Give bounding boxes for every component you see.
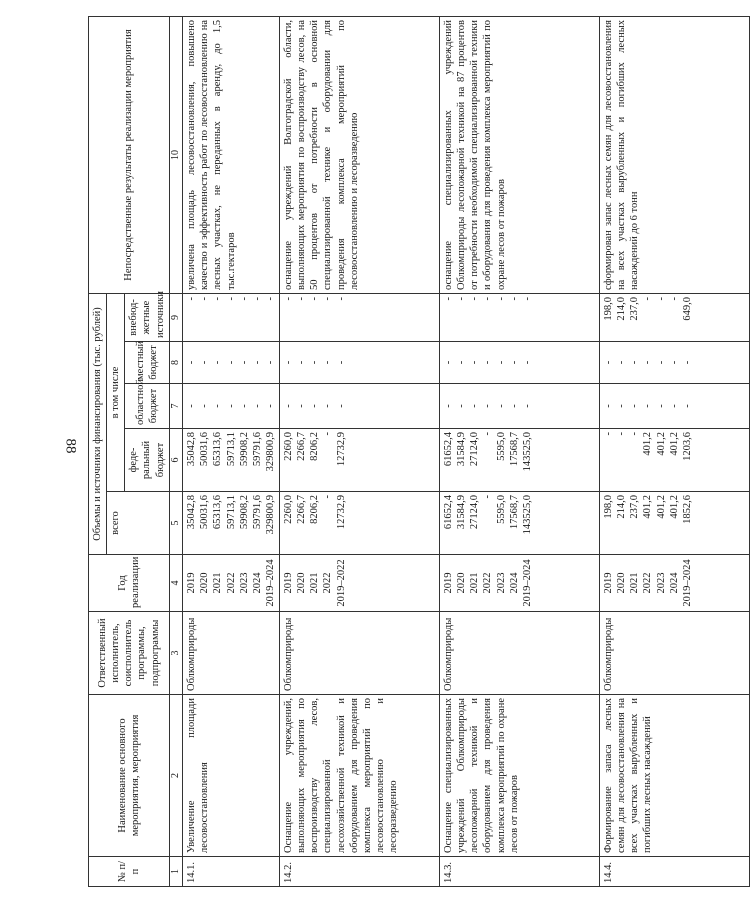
federal-values-value: 59713,1 [225,432,237,467]
header-total: всего [107,492,170,555]
col-number: 6 [169,429,183,492]
years-list [440,555,600,612]
rotated-table-wrapper [88,17,693,887]
local-values-value: - [616,360,628,365]
years-list-value: 2021 [212,572,224,594]
local-values-value: - [629,360,641,365]
extra-values-value: - [668,297,680,301]
total-values-value: 17568,7 [508,495,520,530]
row-number: 14.1. [183,857,280,887]
header-year: Год реализации [89,555,170,612]
header-local: местный бюджет [125,342,169,384]
years-list-value: 2019–2024 [264,559,276,607]
years-list-value: 2019 [283,572,294,594]
federal-values-value: 8206,2 [309,432,321,461]
regional-values-value: - [296,404,308,408]
years-list-value: 2023 [495,572,507,594]
extra-values-value: 649,0 [681,297,693,321]
responsible-executor: Облкомприроды [183,612,280,695]
local-values-value: - [199,360,211,365]
years-list-value: 2022 [225,572,237,594]
total-values-value: 5595,0 [495,495,507,524]
federal-values [183,429,280,492]
regional-values-value: - [225,404,237,408]
regional-values-value: - [309,404,321,408]
local-values-value: - [521,360,533,365]
local-values-value: - [238,360,250,365]
total-values-value: 401,2 [655,495,667,519]
total-values-value: 8206,2 [309,495,321,524]
total-values-value: - [322,495,334,499]
federal-values-value: 5595,0 [495,432,507,461]
responsible-executor: Облкомприроды [280,612,440,695]
total-values-value: 1852,6 [681,495,693,524]
local-values-value: - [335,360,347,365]
row-number: 14.2. [280,857,440,887]
total-values-value: 27124,0 [469,495,481,530]
regional-values-value: - [212,404,224,408]
total-values-value: 59791,6 [251,495,263,530]
local-values-value: - [251,360,263,365]
local-values-value: - [283,360,294,365]
table-row [600,17,750,887]
federal-values-value: 59908,2 [238,432,250,467]
local-values [600,342,750,384]
federal-values-value: - [616,432,628,436]
local-values-value: - [603,360,614,365]
responsible-executor: Облкомприроды [440,612,600,695]
local-values-value: - [456,360,468,365]
header-regional: областной бюджет [125,384,169,429]
years-list-value: 2023 [655,572,667,594]
local-values-value: - [495,360,507,365]
total-values-value: 50031,6 [199,495,211,530]
extra-values-value: - [264,297,276,301]
local-values-value: - [212,360,224,365]
extra-values-value: - [642,297,654,301]
extra-values-value: - [186,297,198,301]
regional-values-value: - [629,404,641,408]
extra-values-value: - [443,297,454,301]
regional-values [183,384,280,429]
extra-values-value: - [296,297,308,301]
federal-values-value: 401,2 [642,432,654,456]
regional-values-value: - [251,404,263,408]
regional-values-value: - [469,404,481,408]
extra-values-value: - [225,297,237,301]
regional-values-value: - [199,404,211,408]
extra-values-value: - [508,297,520,301]
years-list [600,555,750,612]
regional-values-value: - [186,404,198,408]
total-values-value: 2266,7 [296,495,308,524]
federal-values [600,429,750,492]
regional-values-value: - [456,404,468,408]
federal-values-value: 61652,4 [443,432,454,467]
years-list-value: 2019 [603,572,614,594]
years-list-value: 2021 [469,572,481,594]
table-row [183,17,280,887]
regional-values-value: - [603,404,614,408]
years-list-value: 2020 [199,572,211,594]
federal-values-value: 329800,9 [264,432,276,472]
total-values-value: 329800,9 [264,495,276,535]
extra-values [440,294,600,342]
federal-values-value: 401,2 [668,432,680,456]
total-values-value: 237,0 [629,495,641,519]
years-list-value: 2021 [629,572,641,594]
col-number: 10 [169,17,183,294]
years-list-value: 2019–2022 [335,559,347,607]
extra-values-value: - [212,297,224,301]
regional-values-value: - [668,404,680,408]
table-row [440,17,600,887]
total-values [440,492,600,555]
regional-values-value: - [238,404,250,408]
extra-values-value: - [251,297,263,301]
federal-values-value: 65313,6 [212,432,224,467]
years-list-value: 2020 [456,572,468,594]
total-values-value: 35042,8 [186,495,198,530]
years-list-value: 2019 [443,572,454,594]
years-list-value: 2024 [508,572,520,594]
federal-values-value: - [603,432,614,436]
measure-name: Оснащение учреждений, выполняющих мероприятия по воспроизводству лесов, специализированной лесохозяйственной техникой и оборудованием для проведения комплекса мероприятий по лесовосстановлению и лесоразведению [280,695,440,857]
measure-name: Увеличение площади лесовосстановления [183,695,280,857]
header-federal: феде- ральный бюджет [125,429,169,492]
regional-values-value: - [482,404,494,408]
federal-values-value: 35042,8 [186,432,198,467]
total-values-value: 198,0 [603,495,614,519]
extra-values [280,294,440,342]
local-values-value: - [322,360,334,365]
federal-values-value: 31584,9 [456,432,468,467]
local-values-value: - [225,360,237,365]
years-list-value: 2022 [482,572,494,594]
federal-values-value: 2260,0 [283,432,294,461]
federal-values-value: 2266,7 [296,432,308,461]
extra-values-value: - [199,297,211,301]
local-values-value: - [681,360,693,365]
federal-values-value: 12732,9 [335,432,347,467]
local-values-value: - [482,360,494,365]
extra-values-value: - [335,297,347,301]
local-values-value: - [309,360,321,365]
years-list-value: 2019–2024 [681,559,693,607]
extra-values-value: - [482,297,494,301]
col-number: 1 [169,857,183,887]
local-values-value: - [443,360,454,365]
total-values [280,492,440,555]
col-number: 2 [169,695,183,857]
direct-result: сформирован запас лесных семян для лесовосстановления на всех участках вырубленных и погибших лесных насаждений до 6 тонн [600,17,750,294]
extra-values-value: - [495,297,507,301]
row-number: 14.3. [440,857,600,887]
years-list-value: 2024 [251,572,263,594]
local-values [183,342,280,384]
col-number: 3 [169,612,183,695]
years-list-value: 2024 [668,572,680,594]
federal-values-value: 143525,0 [521,432,533,472]
federal-values-value: - [322,432,334,436]
extra-values [183,294,280,342]
regional-values-value: - [495,404,507,408]
responsible-executor: Облкомприроды [600,612,750,695]
total-values-value: 61652,4 [443,495,454,530]
col-number: 7 [169,384,183,429]
years-list [280,555,440,612]
direct-result: оснащение специализированных учреждений Облкомприроды лесопожарной техникой на 87 процентов от потребности необходимой специализированной техники и оборудования для проведения комплекса мероприятий по охране лесов от пожаров [440,17,600,294]
direct-result: увеличена площадь лесовосстановления, повышено качество и эффективность работ по лесовосстановлению на лесных участках, не переданных в аренду, до 1,5 тыс.гектаров [183,17,280,294]
local-values [440,342,600,384]
total-values-value: 401,2 [668,495,680,519]
local-values-value: - [642,360,654,365]
regional-values [280,384,440,429]
local-values-value: - [655,360,667,365]
table-body [183,17,750,887]
regional-values [440,384,600,429]
total-values-value: - [482,495,494,499]
measure-name: Оснащение специализированных учреждений Облкомприроды лесопожарной техникой и оборудованием для проведения комплекса мероприятий по охране лесов от пожаров [440,695,600,857]
header-name: Наименование основного мероприятия, мероприятия [89,695,170,857]
local-values [280,342,440,384]
extra-values-value: - [521,297,533,301]
header-in-that: в том числе [107,294,125,492]
regional-values-value: - [264,404,276,408]
extra-values-value: - [469,297,481,301]
measure-name: Формирование запаса лесных семян для лесовосстановления на всех участках вырубленных и погибших лесных насаждений [600,695,750,857]
col-number: 8 [169,342,183,384]
extra-values-value: - [322,297,334,301]
table-row [280,17,440,887]
federal-values-value: 27124,0 [469,432,481,467]
extra-values-value: 214,0 [616,297,628,321]
total-values-value: 401,2 [642,495,654,519]
page-number: 88 [62,438,79,454]
col-number: 5 [169,492,183,555]
local-values-value: - [186,360,198,365]
regional-values-value: - [443,404,454,408]
total-values-value: 65313,6 [212,495,224,530]
header-num: № п/п [89,857,170,887]
years-list-value: 2020 [296,572,308,594]
regional-values-value: - [322,404,334,408]
years-list-value: 2021 [309,572,321,594]
total-values-value: 2260,0 [283,495,294,524]
col-number: 9 [169,294,183,342]
years-list-value: 2022 [642,572,654,594]
local-values-value: - [296,360,308,365]
federal-values-value: 50031,6 [199,432,211,467]
header-responsible: Ответственный исполнитель, соисполнитель программы, подпрограммы [89,612,170,695]
total-values-value: 143525,0 [521,495,533,535]
local-values-value: - [264,360,276,365]
regional-values-value: - [521,404,533,408]
extra-values-value: 237,0 [629,297,641,321]
header-results: Непосредственные результаты реализации мероприятия [89,17,170,294]
years-list [183,555,280,612]
total-values-value: 214,0 [616,495,628,519]
extra-values-value: - [238,297,250,301]
header-financing-group: Объемы и источники финансирования (тыс. рублей) [89,294,107,555]
federal-values-value: 1203,6 [681,432,693,461]
regional-values-value: - [681,404,693,408]
regional-values-value: - [508,404,520,408]
years-list-value: 2020 [616,572,628,594]
extra-values [600,294,750,342]
extra-values-value: - [655,297,667,301]
total-values-value: 12732,9 [335,495,347,530]
federal-values-value: - [482,432,494,436]
regional-values-value: - [655,404,667,408]
regional-values-value: - [616,404,628,408]
financing-table [88,16,750,887]
col-number: 4 [169,555,183,612]
total-values-value: 59908,2 [238,495,250,530]
federal-values-value: 17568,7 [508,432,520,467]
extra-values-value: - [309,297,321,301]
years-list-value: 2023 [238,572,250,594]
local-values-value: - [469,360,481,365]
regional-values-value: - [335,404,347,408]
row-number: 14.4. [600,857,750,887]
local-values-value: - [508,360,520,365]
local-values-value: - [668,360,680,365]
regional-values-value: - [283,404,294,408]
extra-values-value: - [456,297,468,301]
federal-values-value: 59791,6 [251,432,263,467]
total-values-value: 31584,9 [456,495,468,530]
total-values [600,492,750,555]
regional-values-value: - [642,404,654,408]
federal-values [280,429,440,492]
direct-result: оснащение учреждений Волгоградской области, выполняющих мероприятия по воспроизводству лесов, на 50 процентов от потребности в основной специализированной технике и оборудовании для проведения комплекса мероприятий по лесовосстановлению и лесоразведению [280,17,440,294]
extra-values-value: - [283,297,294,301]
federal-values-value: - [629,432,641,436]
years-list-value: 2022 [322,572,334,594]
regional-values [600,384,750,429]
total-values [183,492,280,555]
federal-values-value: 401,2 [655,432,667,456]
header-extra: внебюд- жетные источники [125,294,169,342]
federal-values [440,429,600,492]
total-values-value: 59713,1 [225,495,237,530]
years-list-value: 2019 [186,572,198,594]
extra-values-value: 198,0 [603,297,614,321]
years-list-value: 2019–2024 [521,559,533,607]
